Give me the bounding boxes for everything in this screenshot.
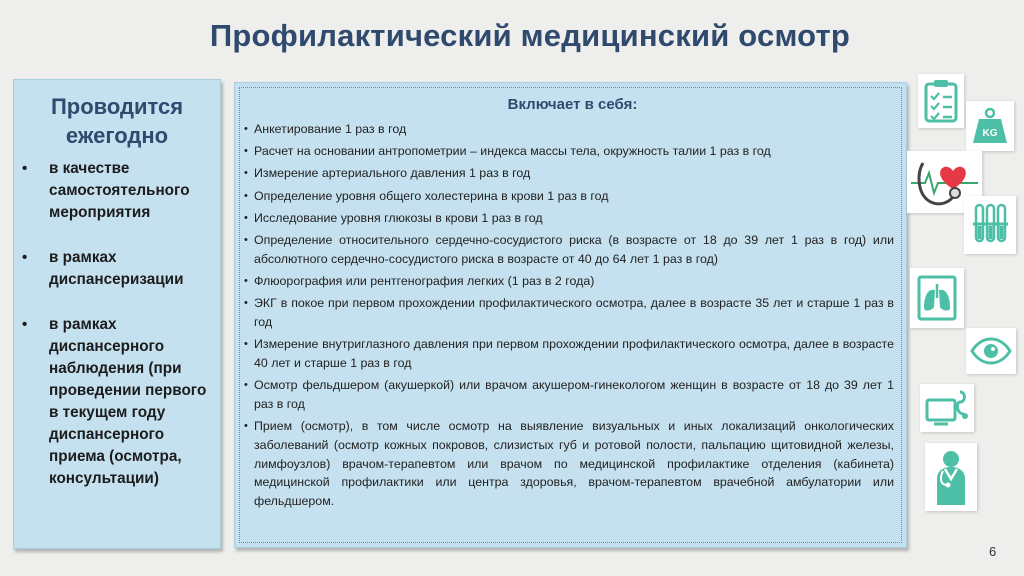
list-item: • Исследование уровня глюкозы в крови 1 раз в год: [244, 210, 543, 225]
includes-list: [240, 120, 901, 511]
list-item: • Определение относительного сердечно-сосудистого риска (в возрасте от 18 до 39 лет 1 раз в год) или абсолютного сердечно-сосудистого риска в возрасте от 40 до 64 лет 1 раз в год): [244, 232, 894, 266]
checklist-icon: [918, 74, 964, 128]
list-item: • Определение уровня общего холестерина в крови 1 раз в год: [244, 188, 609, 203]
test-tubes-icon: [964, 196, 1016, 254]
weight-label: KG: [982, 128, 998, 139]
doctor-icon: [925, 443, 977, 511]
list-item: • в качестве самостоятельного мероприятия: [22, 160, 190, 221]
frequency-heading: [14, 92, 220, 150]
ecg-monitor-icon: [920, 384, 974, 432]
page-title: Профилактический медицинский осмотр: [209, 18, 851, 53]
list-item: • Расчет на основании антропометрии – индекса массы тела, окружность талии 1 раз в год: [244, 144, 771, 159]
list-item: • Прием (осмотр), в том числе осмотр на выявление визуальных и иных локализаций онкологических заболеваний (осмотр кожных покровов, слизистых губ и ротовой полости, пальпацию щитовидной железы, лимфоузлов) врачом-терапевтом или врачом по медицинской профилактике отделения (кабинета) медицинской профилактики или центра здоровья, врачом-терапевтом врачебной амбулатории или фельдшером.: [244, 419, 894, 509]
includes-panel-inner: [239, 87, 902, 543]
includes-heading: Включает в себя:: [507, 96, 638, 113]
list-item: • Измерение артериального давления 1 раз в год: [244, 166, 531, 181]
lungs-xray-icon: [910, 268, 964, 328]
page-number: 6: [989, 544, 997, 559]
frequency-panel: [13, 79, 221, 549]
list-item: • Флюорография или рентгенография легких (1 раз в 2 года): [244, 273, 595, 288]
eye-icon: [966, 328, 1016, 374]
includes-panel: [234, 82, 907, 548]
list-item: • в рамках диспансерного наблюдения (при проведении первого в текущем году диспансерного приема (осмотра, консультации): [22, 316, 207, 487]
bullet-icon: •: [22, 160, 28, 177]
list-item: • ЭКГ в покое при первом прохождении профилактического осмотра, далее в возрасте 35 лет и старше 1 раз в год: [244, 296, 894, 329]
list-item: • Измерение внутриглазного давления при первом прохождении профилактического осмотра, далее в возрасте 40 лет и старше 1 раз в год: [244, 337, 894, 370]
list-item: • Осмотр фельдшером (акушеркой) или врачом акушером-гинекологом женщин в возрасте от 18 до 39 лет 1 раз в год: [244, 378, 894, 411]
weight-icon: [966, 101, 1014, 151]
list-item: • в рамках диспансеризации: [22, 249, 184, 288]
list-item: • Анкетирование 1 раз в год: [244, 122, 407, 136]
bullet-icon: •: [22, 316, 28, 333]
frequency-heading-line1: Проводится: [50, 94, 184, 119]
frequency-list: [14, 158, 220, 490]
frequency-heading-line2: ежегодно: [65, 123, 169, 148]
bullet-icon: •: [22, 249, 28, 266]
